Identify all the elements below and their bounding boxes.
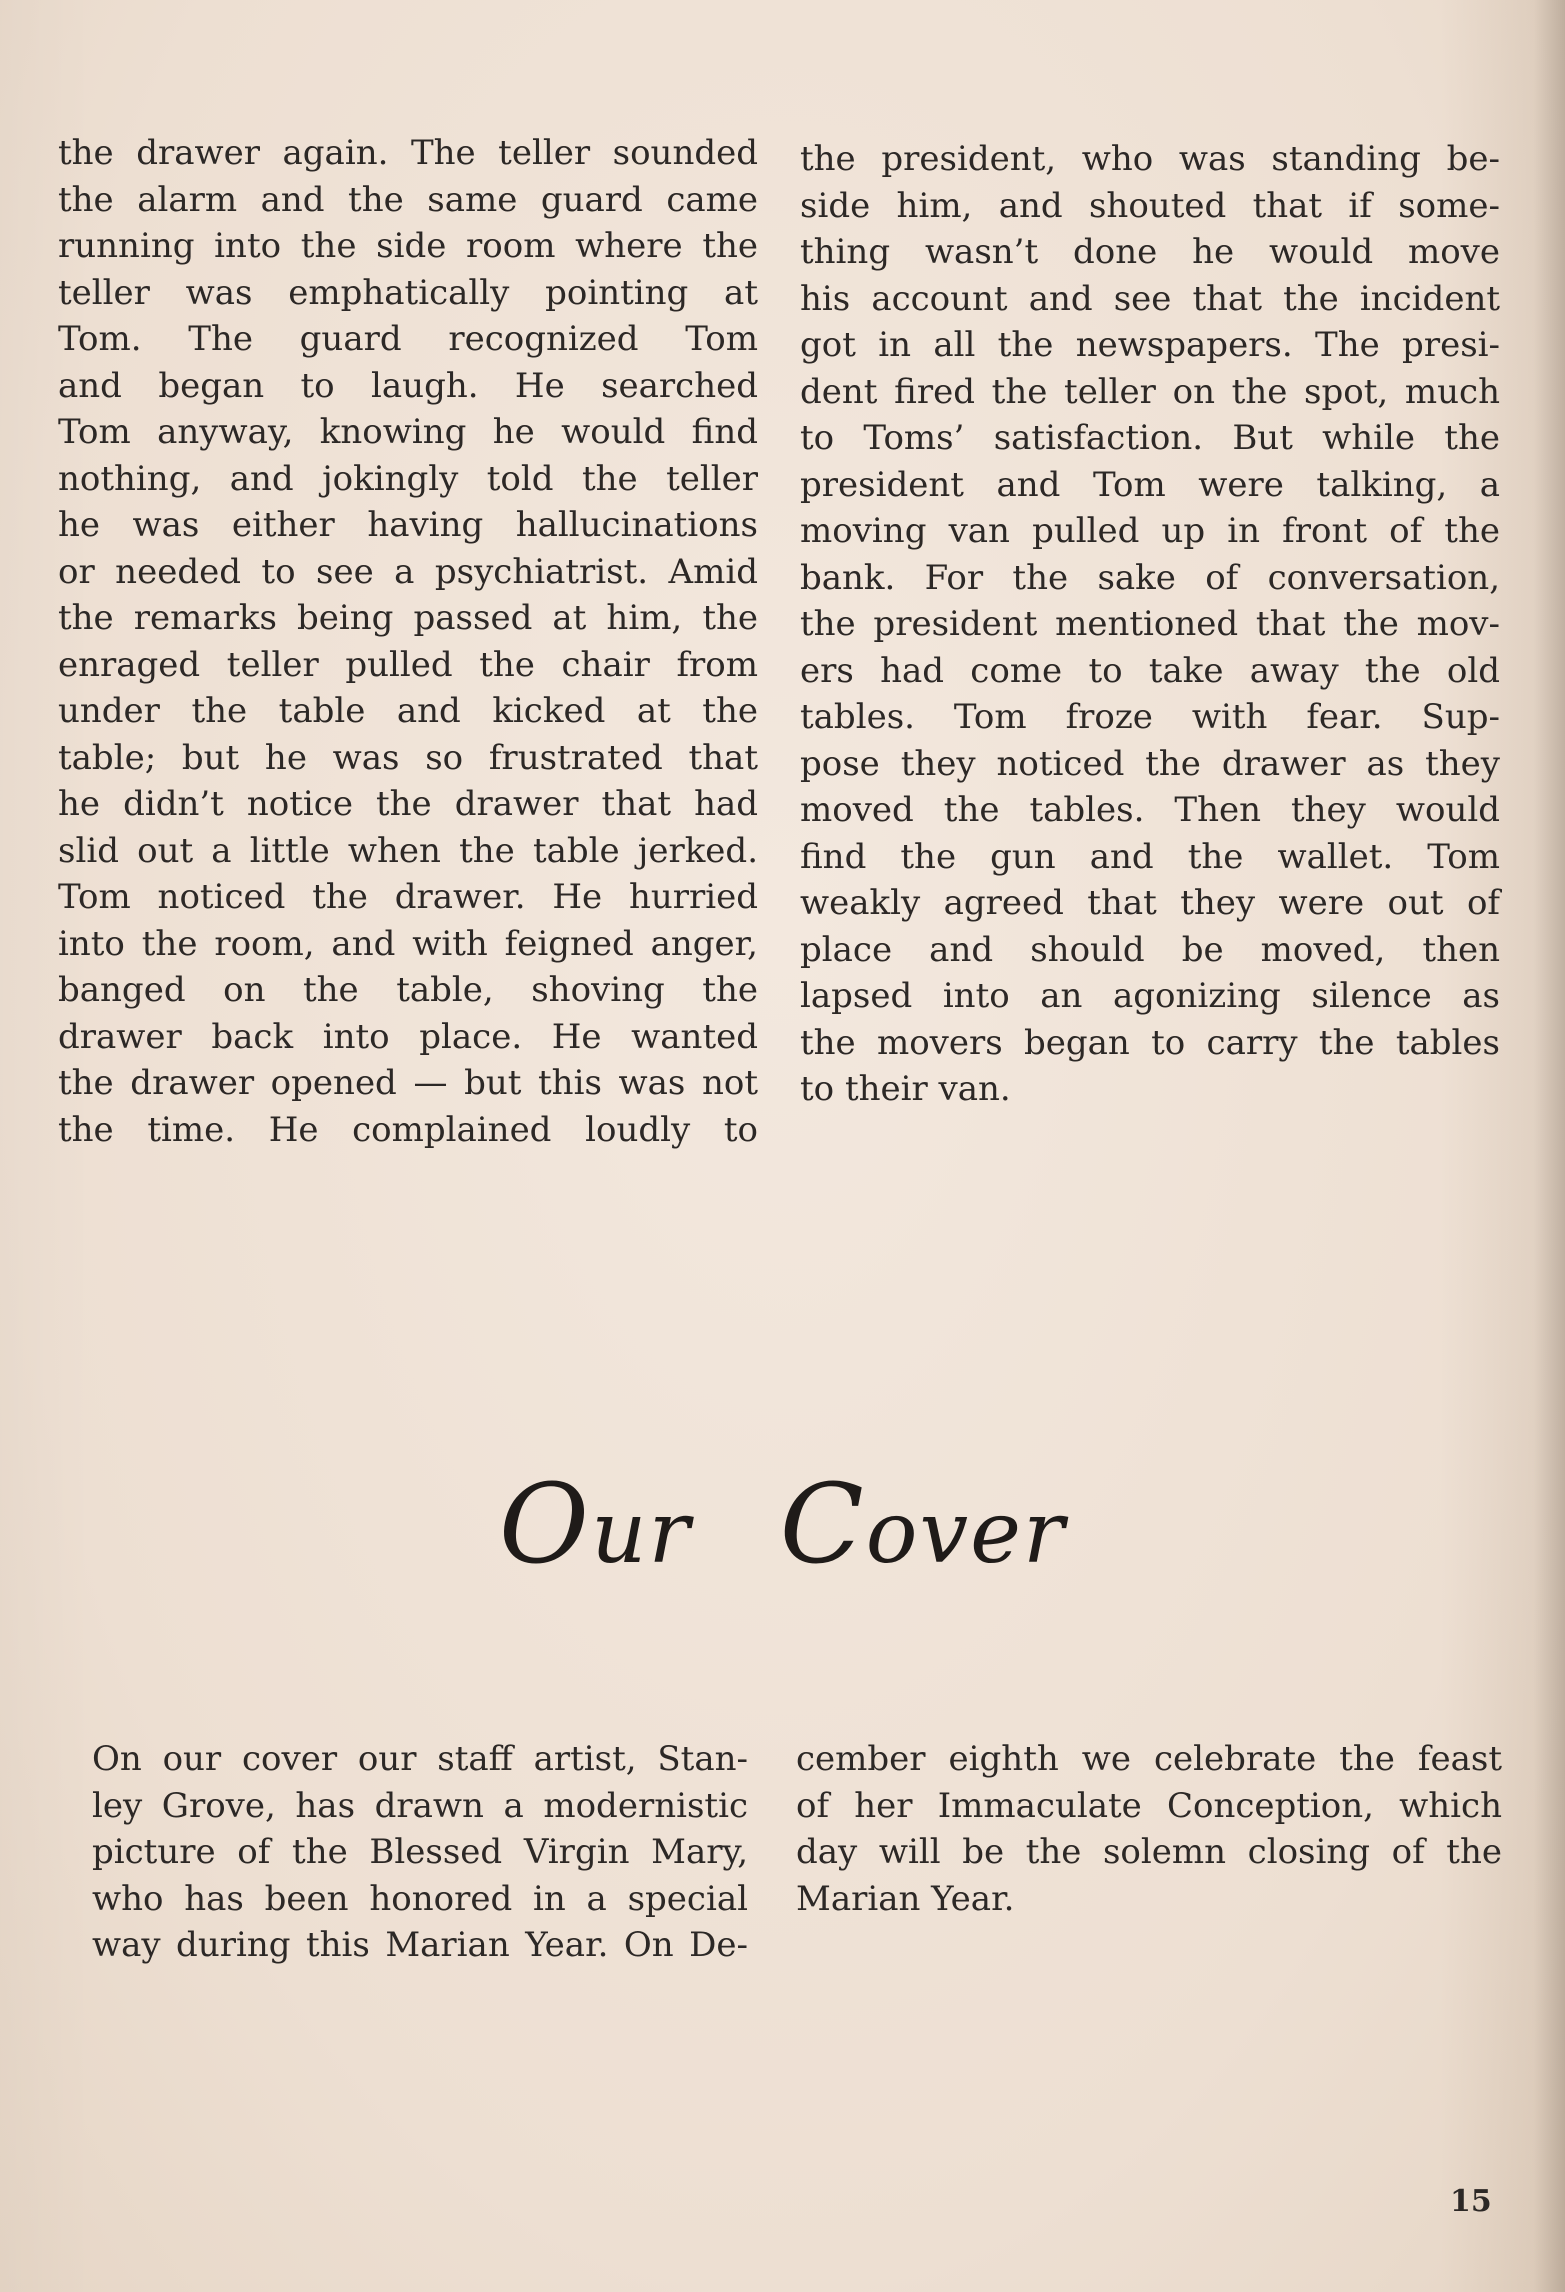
story-line: and began to laugh. He searched: [58, 365, 758, 406]
story-line: the remarks being passed at him, the: [58, 598, 758, 638]
story-line: tables. Tom froze with fear. Sup-: [800, 697, 1500, 737]
story-line: the alarm and the same guard came: [58, 179, 758, 220]
story-line: Tom noticed the drawer. He hurried: [58, 877, 758, 917]
story-line: teller was emphatically pointing at: [58, 272, 758, 313]
story-line: thing wasn’t done he would move: [800, 232, 1500, 272]
our-cover-heading: [0, 1460, 1565, 1588]
story-line: drawer back into place. He wanted: [58, 1016, 758, 1057]
story-line: the time. He complained loudly to: [58, 1109, 758, 1150]
story-left-column: [58, 130, 758, 1153]
cover-line: of her Immaculate Conception, which: [796, 1785, 1502, 1826]
cover-line: On our cover our staff artist, Stan-: [92, 1739, 748, 1779]
cover-line: ley Grove, has drawn a modernistic: [92, 1785, 748, 1826]
story-line: find the gun and the wallet. Tom: [800, 836, 1500, 877]
story-line: under the table and kicked at the: [58, 691, 758, 731]
story-line: moved the tables. Then they would: [800, 790, 1500, 830]
cover-line: picture of the Blessed Virgin Mary,: [92, 1832, 748, 1872]
story-line: the president mentioned that the mov-: [800, 604, 1500, 644]
heading-initial-c: C: [779, 1460, 866, 1588]
story-right-column: [800, 136, 1500, 1113]
story-line: president and Tom were talking, a: [800, 464, 1500, 505]
cover-right-column: [796, 1736, 1502, 1922]
cover-line: who has been honored in a special: [92, 1878, 748, 1919]
story-line: lapsed into an agonizing silence as: [800, 976, 1500, 1016]
story-line: table; but he was so frustrated that: [58, 737, 758, 778]
story-line: bank. For the sake of conversation,: [800, 557, 1500, 598]
story-line: dent fired the teller on the spot, much: [800, 371, 1500, 412]
story-line: his account and see that the incident: [800, 278, 1500, 319]
story-line: the drawer opened — but this was not: [58, 1063, 758, 1103]
story-line: into the room, and with feigned anger,: [58, 923, 758, 964]
heading-word-our-rest: ur: [591, 1483, 692, 1583]
story-line: running into the side room where the: [58, 226, 758, 266]
story-line: side him, and shouted that if some-: [800, 185, 1500, 226]
story-line: to Toms’ satisfaction. But while the: [800, 418, 1500, 458]
story-line: to their van.: [800, 1069, 1011, 1109]
story-line: he didn’t notice the drawer that had: [58, 784, 758, 824]
cover-line: cember eighth we celebrate the feast: [796, 1739, 1502, 1779]
story-line: ers had come to take away the old: [800, 650, 1500, 691]
story-line: slid out a little when the table jerked.: [58, 830, 758, 871]
story-line: the president, who was standing be-: [800, 139, 1500, 179]
story-line: Tom. The guard recognized Tom: [58, 319, 758, 359]
cover-line: Marian Year.: [796, 1878, 1015, 1919]
story-line: weakly agreed that they were out of: [800, 883, 1500, 923]
story-line: banged on the table, shoving the: [58, 970, 758, 1010]
page-number: 15: [1450, 2184, 1492, 2219]
story-line: the movers began to carry the tables: [800, 1022, 1500, 1063]
story-line: Tom anyway, knowing he would find: [58, 412, 758, 452]
heading-word-cover-rest: over: [865, 1483, 1067, 1583]
cover-line: day will be the solemn closing of the: [796, 1832, 1502, 1872]
cover-left-column: [92, 1736, 748, 1969]
story-line: moving van pulled up in front of the: [800, 511, 1500, 551]
story-line: he was either having hallucinations: [58, 505, 758, 545]
story-line: pose they noticed the drawer as they: [800, 743, 1500, 784]
story-line: enraged teller pulled the chair from: [58, 644, 758, 685]
cover-line: way during this Marian Year. On De-: [92, 1925, 748, 1965]
story-line: or needed to see a psychiatrist. Amid: [58, 551, 758, 592]
heading-initial-o: O: [498, 1460, 592, 1588]
story-line: nothing, and jokingly told the teller: [58, 458, 758, 499]
story-line: got in all the newspapers. The presi-: [800, 325, 1500, 365]
story-line: the drawer again. The teller sounded: [58, 133, 758, 173]
story-line: place and should be moved, then: [800, 929, 1500, 970]
